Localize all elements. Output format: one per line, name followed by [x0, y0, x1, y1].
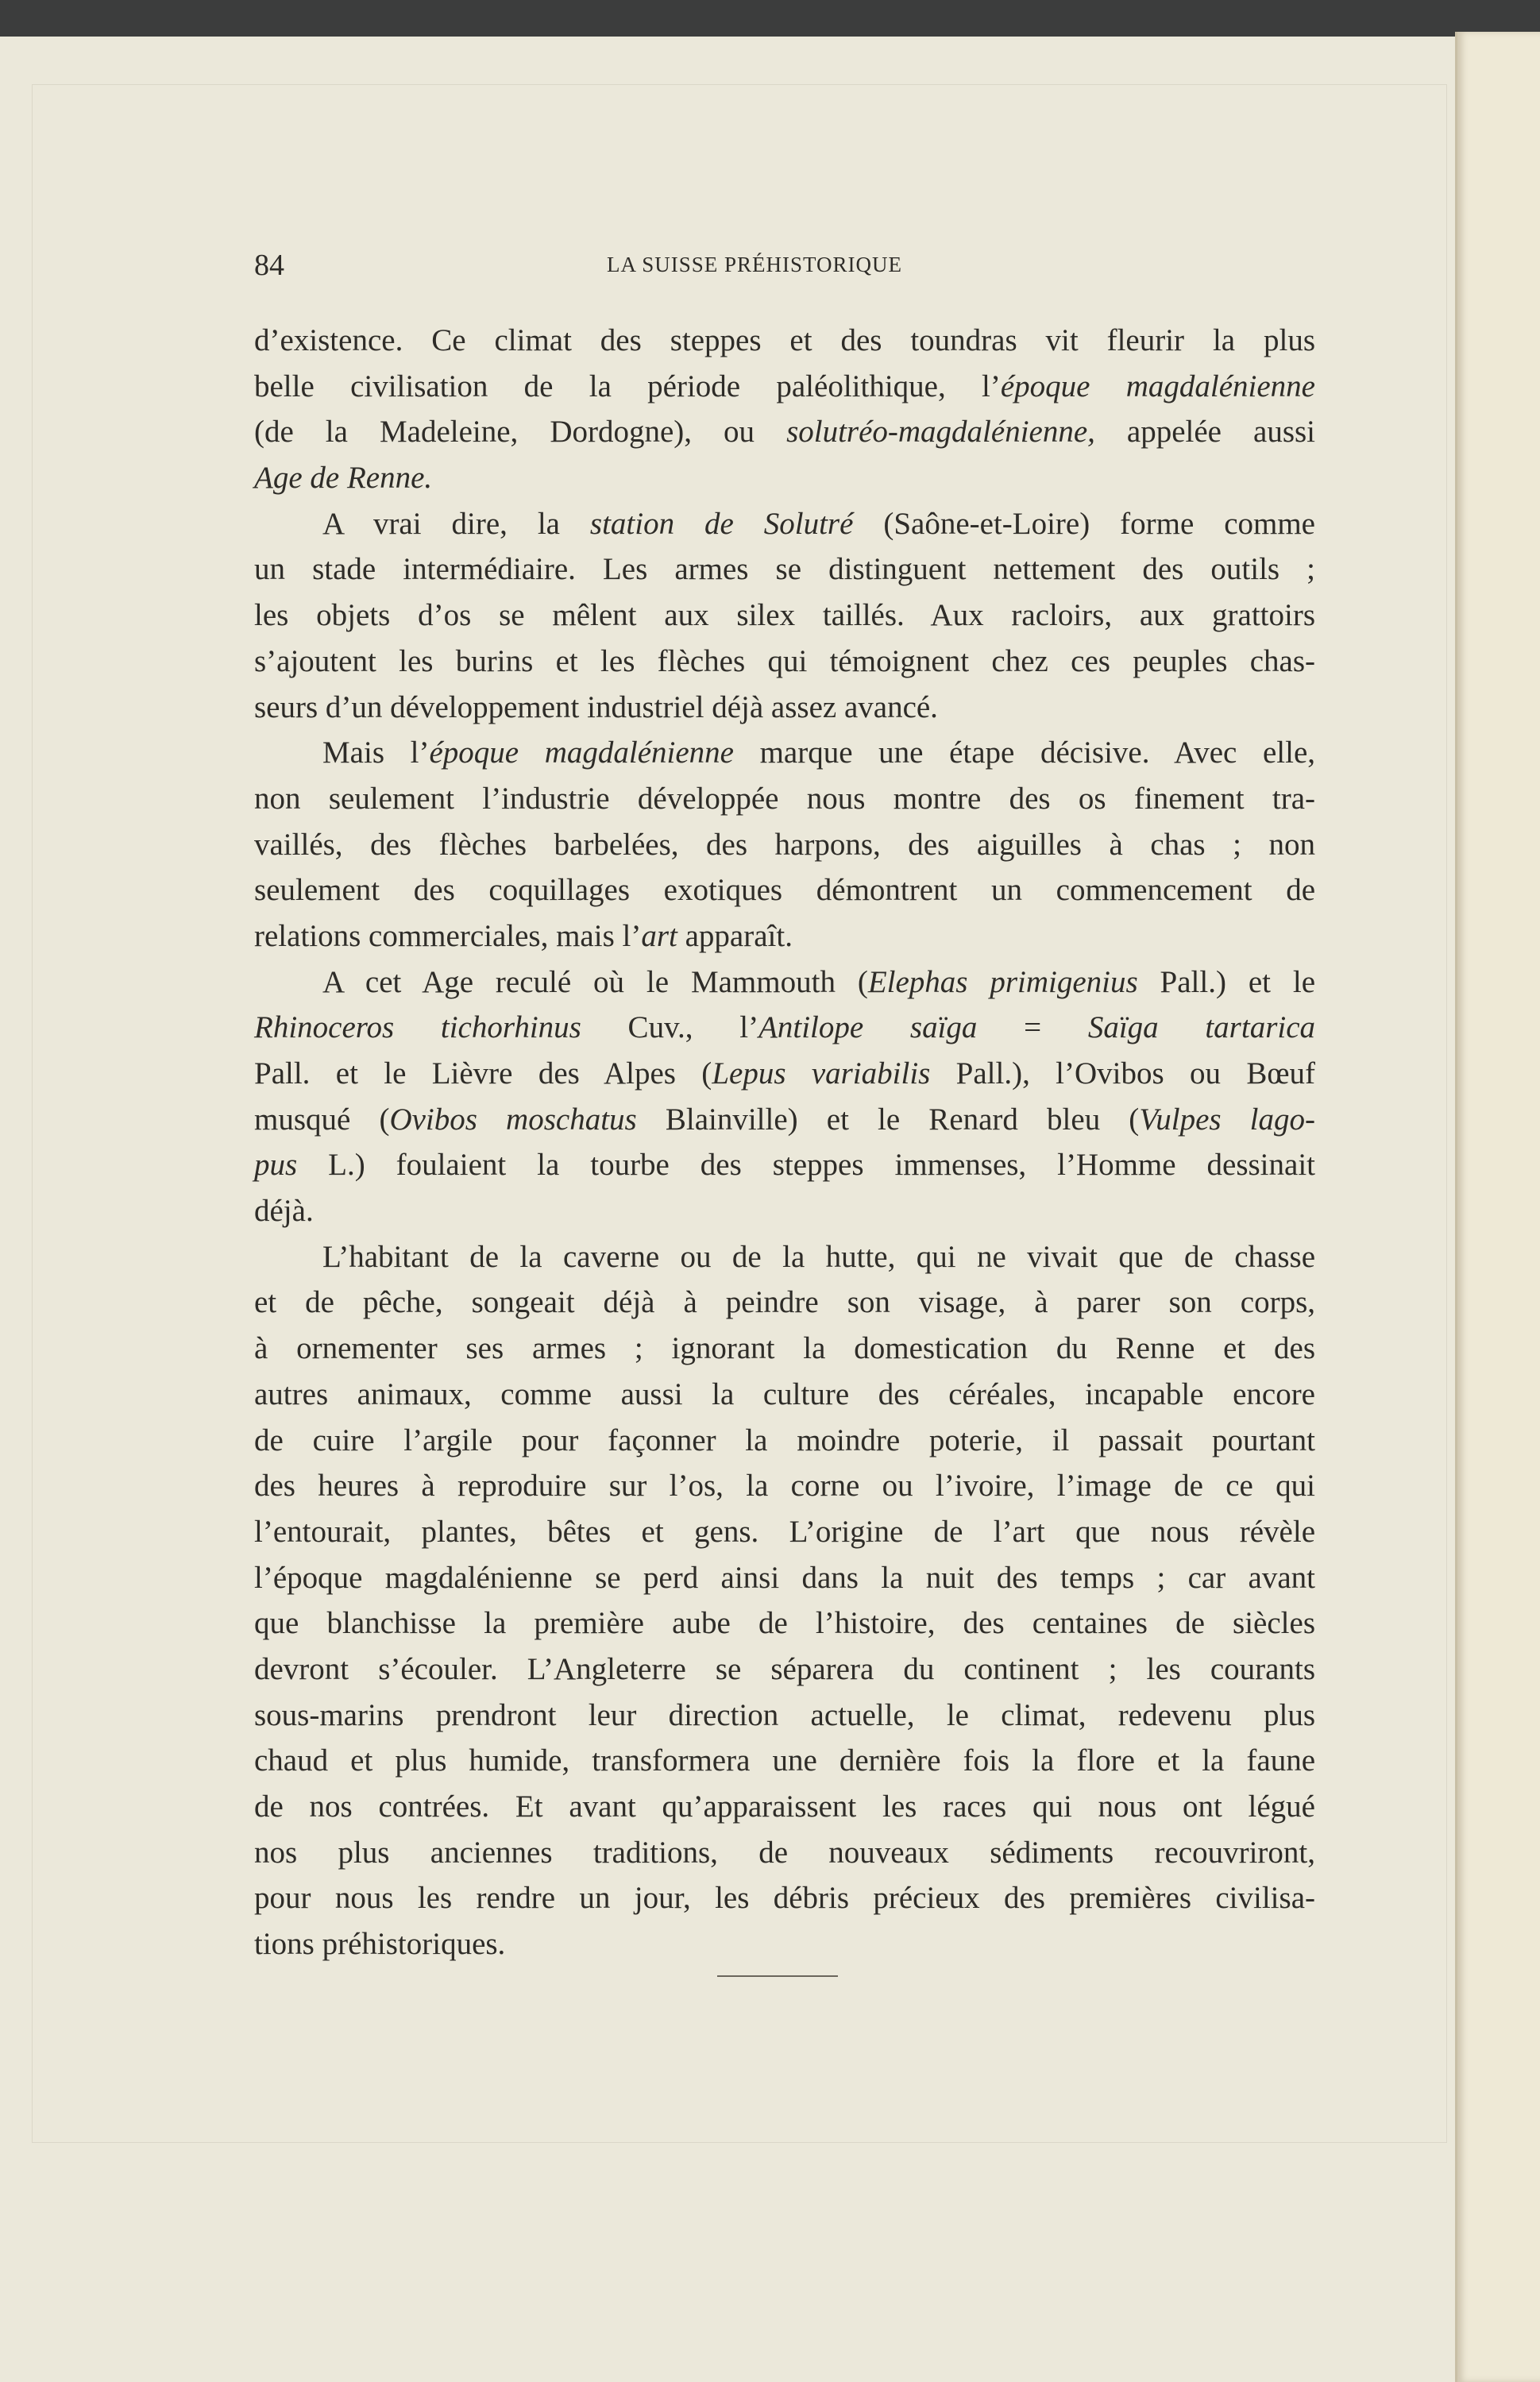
italic-term: Age de Renne.	[254, 461, 433, 496]
end-rule-divider	[717, 1975, 838, 1977]
text-segment: Mais l’	[322, 735, 430, 770]
text-segment: belle civilisation de la période paléolithique, l’	[254, 369, 1001, 403]
text-segment: apparaît.	[677, 918, 793, 953]
text-segment: seurs d’un développement industriel déjà assez avancé.	[254, 689, 938, 724]
text-line	[254, 1372, 1315, 1418]
text-line	[254, 1875, 1315, 1921]
text-line	[254, 1830, 1315, 1876]
scanner-background-band	[0, 0, 1540, 37]
italic-term: art	[641, 918, 677, 953]
italic-term: époque magdalénienne	[1000, 369, 1315, 403]
italic-term: solutréo-magdalénienne,	[786, 415, 1095, 450]
text-line	[254, 1142, 1315, 1188]
text-segment: s’ajoutent les burins et les flèches qui témoignent chez ces peuples chas-	[254, 643, 1315, 678]
text-line	[254, 959, 1315, 1006]
text-segment: d’existence. Ce climat des steppes et des toundras vit fleurir la plus	[254, 323, 1315, 357]
text-line	[254, 1600, 1315, 1647]
text-line	[254, 1418, 1315, 1464]
italic-term: Elephas primigenius	[867, 964, 1138, 999]
text-line	[254, 1921, 1315, 1967]
text-segment: devront s’écouler. L’Angleterre se séparera du continent ; les courants	[254, 1651, 1315, 1686]
text-segment: Pall.) et le	[1137, 964, 1316, 999]
text-segment: des heures à reproduire sur l’os, la corne ou l’ivoire, l’image de ce qui	[254, 1469, 1315, 1504]
text-line	[254, 455, 1315, 501]
text-line	[254, 1738, 1315, 1784]
text-segment: les objets d’os se mêlent aux silex taillés. Aux racloirs, aux grattoirs	[254, 598, 1315, 633]
text-segment: A vrai dire, la	[322, 506, 590, 541]
text-segment: tions préhistoriques.	[254, 1927, 506, 1962]
text-segment: marque une étape décisive. Avec elle,	[733, 735, 1316, 770]
text-line	[254, 1509, 1315, 1555]
text-line	[254, 1188, 1315, 1234]
text-line	[254, 1280, 1315, 1326]
text-segment: L’habitant de la caverne ou de la hutte, qui ne vivait que de chasse	[322, 1239, 1315, 1274]
text-segment: (Saône-et-Loire) forme comme	[853, 506, 1315, 541]
text-segment: appelée aussi	[1094, 415, 1316, 450]
text-segment: pour nous les rendre un jour, les débris précieux des premières civilisa-	[254, 1881, 1315, 1916]
text-line	[254, 867, 1315, 913]
text-segment: sous-marins prendront leur direction actuelle, le climat, redevenu plus	[254, 1697, 1315, 1732]
text-segment: musqué (	[254, 1102, 390, 1137]
text-segment: un stade intermédiaire. Les armes se distinguent nettement des outils ;	[254, 552, 1315, 587]
text-line	[254, 1647, 1315, 1693]
text-line	[254, 1555, 1315, 1601]
text-line	[254, 1005, 1315, 1051]
text-line	[254, 1097, 1315, 1143]
text-segment: =	[977, 1010, 1088, 1045]
text-segment: Pall.), l’Ovibos ou Bœuf	[930, 1056, 1316, 1091]
text-line	[254, 546, 1315, 593]
italic-term: station de Solutré	[589, 506, 854, 541]
text-line	[254, 639, 1315, 685]
text-segment: à ornementer ses armes ; ignorant la domestication du Renne et des	[254, 1331, 1315, 1366]
page-number: 84	[254, 249, 284, 282]
text-line	[254, 409, 1315, 455]
text-segment: Blainville) et le Renard bleu (	[636, 1102, 1140, 1137]
italic-term: Lepus variabilis	[712, 1056, 931, 1091]
text-line	[254, 913, 1315, 959]
text-segment: vaillés, des flèches barbelées, des harpons, des aiguilles à chas ; non	[254, 827, 1315, 862]
text-segment: déjà.	[254, 1194, 314, 1229]
text-line	[254, 776, 1315, 822]
text-segment: relations commerciales, mais l’	[254, 918, 642, 953]
adjacent-page-edge	[1455, 32, 1540, 2382]
text-segment: L.) foulaient la tourbe des steppes immenses, l’Homme dessinait	[297, 1148, 1315, 1183]
text-line	[254, 1051, 1315, 1097]
text-segment: non seulement l’industrie développée nous montre des os finement tra-	[254, 781, 1315, 816]
text-line	[254, 1784, 1315, 1830]
text-segment: Cuv., l’	[581, 1010, 759, 1045]
italic-term: Ovibos moschatus	[389, 1102, 637, 1137]
text-line	[254, 685, 1315, 731]
text-segment: (de la Madeleine, Dordogne), ou	[254, 415, 787, 450]
text-line	[254, 501, 1315, 547]
italic-term: Saïga tartarica	[1087, 1010, 1316, 1045]
text-line	[254, 593, 1315, 639]
text-line	[254, 730, 1315, 776]
text-line	[254, 1463, 1315, 1509]
text-line	[254, 318, 1315, 364]
text-segment: seulement des coquillages exotiques démontrent un commencement de	[254, 873, 1315, 908]
italic-term: époque magdalénienne	[429, 735, 734, 770]
text-segment: Pall. et le Lièvre des Alpes (	[254, 1056, 712, 1091]
text-segment: l’époque magdalénienne se perd ainsi dans la nuit des temps ; car avant	[254, 1560, 1315, 1595]
text-segment: de cuire l’argile pour façonner la moindre poterie, il passait pourtant	[254, 1423, 1315, 1457]
italic-term: Antilope saïga	[758, 1010, 978, 1045]
running-title: LA SUISSE PRÉHISTORIQUE	[606, 253, 903, 276]
text-segment: A cet Age reculé où le Mammouth (	[322, 964, 868, 999]
italic-term: Vulpes lago-	[1139, 1102, 1316, 1137]
text-segment: de nos contrées. Et avant qu’apparaissent les races qui nous ont légué	[254, 1789, 1315, 1824]
text-line	[254, 1234, 1315, 1280]
text-line	[254, 1326, 1315, 1372]
text-segment: chaud et plus humide, transformera une dernière fois la flore et la faune	[254, 1743, 1315, 1778]
text-segment: autres animaux, comme aussi la culture des céréales, incapable encore	[254, 1376, 1315, 1411]
text-segment: nos plus anciennes traditions, de nouveaux sédiments recouvriront,	[254, 1835, 1315, 1870]
text-segment: et de pêche, songeait déjà à peindre son visage, à parer son corps,	[254, 1285, 1315, 1320]
text-line	[254, 822, 1315, 868]
italic-term: pus	[254, 1148, 298, 1183]
body-text	[254, 318, 1315, 1967]
italic-term: Rhinoceros tichorhinus	[254, 1010, 581, 1045]
text-segment: l’entourait, plantes, bêtes et gens. L’origine de l’art que nous révèle	[254, 1514, 1315, 1549]
text-line	[254, 364, 1315, 410]
text-segment: que blanchisse la première aube de l’histoire, des centaines de siècles	[254, 1606, 1315, 1641]
text-line	[254, 1693, 1315, 1739]
